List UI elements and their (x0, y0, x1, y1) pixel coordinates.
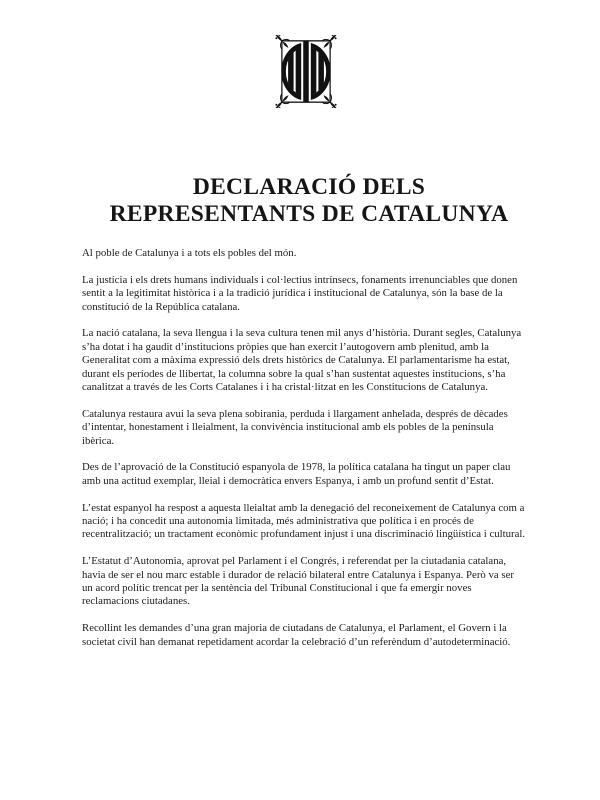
title-line-1: DECLARACIÓ DELS (192, 173, 426, 200)
paragraph-nation-history: La nació catalana, la seva llengua i la seva cultura tenen mil anys d’història. Durant segles, Catalunya s’ha dotat i ha gaudit d’institucions pròpies que han exercit l’autogovern amb plenitud, amb la Generalitat com a màxima expressió dels drets històrics de Catalunya. El parlamentarisme ha estat, durant els períodes de llibertat, la columna sobre la qual s’han sustentat aquestes institucions, s’ha canalitzat a través de les Corts Catalanes i i ha cristal·litzat en les Constitucions de Catalunya. (82, 327, 522, 394)
senyera-seal-icon (275, 35, 337, 108)
paragraph-spanish-state: L’estat espanyol ha respost a aquesta lleialtat amb la denegació del reconeixement de Catalunya com a nació; i ha concedit una autonomia limitada, més administrativa que política i en procés de recentralització; un tractament econòmic profundament injust i una discriminació lingüística i cultural. (82, 501, 526, 541)
title-line-2: REPRESENTANTS DE CATALUNYA (109, 201, 509, 228)
paragraph-salutation: Al poble de Catalunya i a tots els pobles del món. (82, 247, 297, 259)
document-title (9, 174, 600, 229)
paragraph-constitution-1978: Des de l’aprovació de la Constitució espanyola de 1978, la política catalana ha tingut un paper clau amb una actitud exemplar, lleial i democràtica envers Espanya, i amb un profund sentit d’Estat. (82, 461, 511, 487)
document-body (82, 247, 526, 662)
paragraph-referendum: Recollint les demandes d’una gran majoria de ciutadans de Catalunya, el Parlament, el Govern i la societat civil han demanat repetidament acordar la celebració d’un referèndum d’autodeterminació. (82, 622, 511, 648)
paragraph-estatut: L’Estatut d’Autonomia, aprovat pel Parlament i el Congrés, i referendat per la ciutadania catalana, havia de ser el nou marc estable i durador de relació bilateral entre Catalunya i Espanya. Però va ser un acord polític trencat per la sentència del Tribunal Constitucional i que fa emergir noves reclamacions ciutadanes. (82, 555, 514, 608)
paragraph-sovereignty: Catalunya restaura avui la seva plena sobirania, perduda i llargament anhelada, després de dècades d’intentar, honestament i lleialment, la convivència institucional amb els pobles de la península ibèrica. (82, 407, 508, 447)
paragraph-justice: La justícia i els drets humans individuals i col·lectius intrínsecs, fonaments irrenunciables que donen sentit a la legitimitat històrica i a la tradició jurídica i institucional de Catalunya, són la base de la constitució de la República catalana. (82, 273, 518, 313)
generalitat-seal (275, 35, 337, 108)
